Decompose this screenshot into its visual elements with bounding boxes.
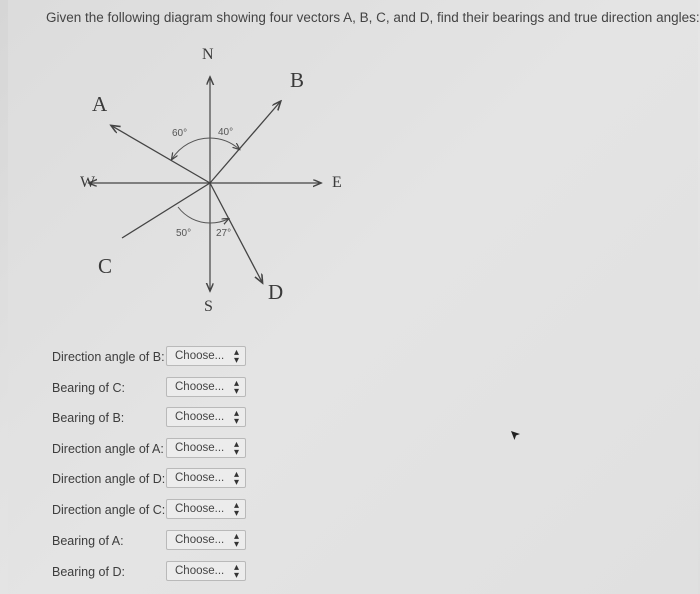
select-value: Choose...	[175, 503, 225, 515]
vector-c-label: C	[98, 254, 113, 278]
select-updown-icon: ▴ ▾	[233, 469, 239, 488]
answer-row	[52, 407, 272, 431]
answer-select[interactable]	[166, 377, 246, 397]
west-label: W	[80, 174, 96, 191]
select-updown-icon: ▴ ▾	[233, 531, 239, 550]
select-updown-icon: ▴ ▾	[233, 378, 239, 397]
angle-c-label: 50°	[176, 228, 192, 239]
select-updown-icon: ▴ ▾	[233, 408, 239, 427]
vector-b-line	[210, 102, 280, 183]
vector-d-label: D	[268, 280, 284, 304]
angle-d-label: 27°	[216, 228, 232, 239]
answer-row	[52, 438, 272, 462]
answer-select[interactable]	[166, 499, 246, 519]
select-value: Choose...	[175, 442, 225, 454]
answer-row	[52, 377, 272, 401]
select-value: Choose...	[175, 565, 225, 577]
answer-select[interactable]	[166, 438, 246, 458]
answer-row	[52, 499, 272, 523]
arc-b	[210, 138, 239, 149]
arc-a	[172, 138, 210, 159]
north-label: N	[202, 46, 214, 63]
answer-select[interactable]	[166, 346, 246, 366]
select-updown-icon: ▴ ▾	[233, 562, 239, 581]
row-label: Direction angle of B:	[52, 350, 165, 364]
angle-b-label: 40°	[218, 127, 234, 138]
answer-row	[52, 561, 272, 585]
select-value: Choose...	[175, 381, 225, 393]
answer-select[interactable]	[166, 561, 246, 581]
mouse-pointer-icon	[510, 430, 522, 442]
select-updown-icon: ▴ ▾	[233, 347, 239, 366]
answer-select[interactable]	[166, 468, 246, 488]
vector-a-line	[112, 126, 210, 183]
select-value: Choose...	[175, 534, 225, 546]
select-value: Choose...	[175, 472, 225, 484]
row-label: Bearing of C:	[52, 381, 125, 395]
arc-d	[210, 219, 228, 223]
vector-diagram	[52, 40, 372, 325]
east-label: E	[332, 174, 342, 191]
answer-row	[52, 346, 272, 370]
answer-row	[52, 468, 272, 492]
row-label: Direction angle of C:	[52, 503, 166, 517]
angle-a-label: 60°	[172, 128, 188, 139]
row-label: Bearing of D:	[52, 565, 125, 579]
row-label: Bearing of A:	[52, 534, 124, 548]
select-value: Choose...	[175, 411, 225, 423]
diagram-svg	[52, 40, 372, 325]
row-label: Bearing of B:	[52, 411, 125, 425]
vector-a-label: A	[92, 92, 108, 116]
question-text: Given the following diagram showing four vectors A, B, C, and D, find their bearings and true direction angles:	[46, 10, 700, 25]
answer-row	[52, 530, 272, 554]
row-label: Direction angle of D:	[52, 472, 166, 486]
vector-b-label: B	[290, 68, 305, 92]
select-updown-icon: ▴ ▾	[233, 439, 239, 458]
answer-select[interactable]	[166, 407, 246, 427]
answer-select[interactable]	[166, 530, 246, 550]
select-updown-icon: ▴ ▾	[233, 500, 239, 519]
select-value: Choose...	[175, 350, 225, 362]
arc-c	[178, 207, 210, 223]
south-label: S	[204, 298, 213, 315]
row-label: Direction angle of A:	[52, 442, 164, 456]
vector-c-line	[122, 183, 210, 238]
